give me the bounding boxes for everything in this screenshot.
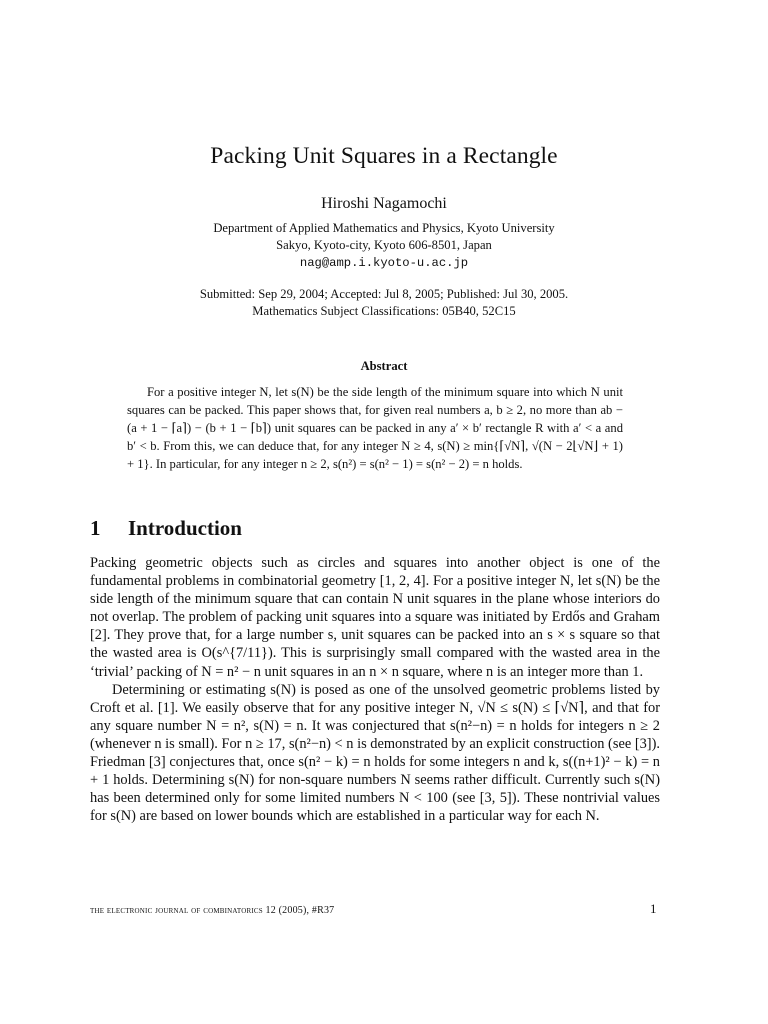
affiliation-department: Department of Applied Mathematics and Physics, Kyoto University bbox=[213, 221, 555, 235]
page-number: 1 bbox=[650, 901, 657, 916]
paper-title: Packing Unit Squares in a Rectangle bbox=[210, 143, 558, 169]
abstract-heading: Abstract bbox=[360, 359, 408, 373]
affiliation-address: Sakyo, Kyoto-city, Kyoto 606-8501, Japan bbox=[276, 238, 492, 252]
subject-classification: Mathematics Subject Classifications: 05B40, 52C15 bbox=[252, 304, 516, 318]
section-number: 1 bbox=[90, 516, 101, 540]
journal-footer: the electronic journal of combinatorics 12 (2005), #R37 bbox=[90, 905, 335, 916]
email-text[interactable]: nag@amp.i.kyoto-u.ac.jp bbox=[299, 256, 469, 270]
body-text bbox=[90, 554, 660, 825]
author-name: Hiroshi Nagamochi bbox=[321, 195, 447, 212]
section-title: Introduction bbox=[128, 516, 242, 540]
submission-dates: Submitted: Sep 29, 2004; Accepted: Jul 8, 2005; Published: Jul 30, 2005. bbox=[199, 287, 569, 301]
abstract-text: For a positive integer N, let s(N) be the side length of the minimum square into which N unit squares can be packed. This paper shows that, for given real numbers a, b ≥ 2, no more than ab − (a + 1 − ⌈a⌉) − (b + 1 − ⌈b⌉) unit squares can be packed in any a′ × b′ rectangle R with a′ < a and b′ < b. From this, we can deduce that, for any integer N ≥ 4, s(N) ≥ min{⌈√N⌉, √(N − 2⌊√N⌋ + 1) + 1}. In particular, for any integer n ≥ 2, s(n²) = s(n² − 1) = s(n² − 2) = n holds. bbox=[127, 385, 623, 471]
abstract-body bbox=[127, 384, 623, 474]
section-heading bbox=[90, 516, 242, 541]
paragraph: Packing geometric objects such as circles and squares into another object is one of the fundamental problems in combinatorial geometry [1, 2, 4]. For a positive integer N, let s(N) be the side length of the minimum square that can contain N unit squares in the plane whose interiors do not overlap. The problem of packing unit squares into a square was initiated by Erdős and Graham [2]. They prove that, for a large number s, unit squares can be packed into an s × s square so that the wasted area is O(s^{7/11}). This is surprisingly small compared with the wasted area in the ‘trivial’ packing of N = n² − n unit squares in an n × n square, where n is an integer more than 1. bbox=[90, 555, 660, 680]
paragraph: Determining or estimating s(N) is posed as one of the unsolved geometric problems listed by Croft et al. [1]. We easily observe that for any positive integer N, √N ≤ s(N) ≤ ⌈√N⌉, and that for any square number N = n², s(N) = n. It was conjectured that s(n²−n) = n holds for integers n ≥ 2 (whenever n is small). For n ≥ 17, s(n²−n) < n is demonstrated by an explicit construction (see [3]). Friedman [3] conjectures that, once s(n² − k) = n holds for some integers n and k, s((n+1)² − k) = n + 1 holds. Determining s(N) for non-square numbers N seems rather difficult. Currently such s(N) has been determined only for some limited numbers N < 100 (see [3, 5]). These nontrivial values for s(N) are based on lower bounds which are established in a particular way for each N. bbox=[90, 681, 660, 825]
author-email[interactable] bbox=[0, 255, 768, 270]
